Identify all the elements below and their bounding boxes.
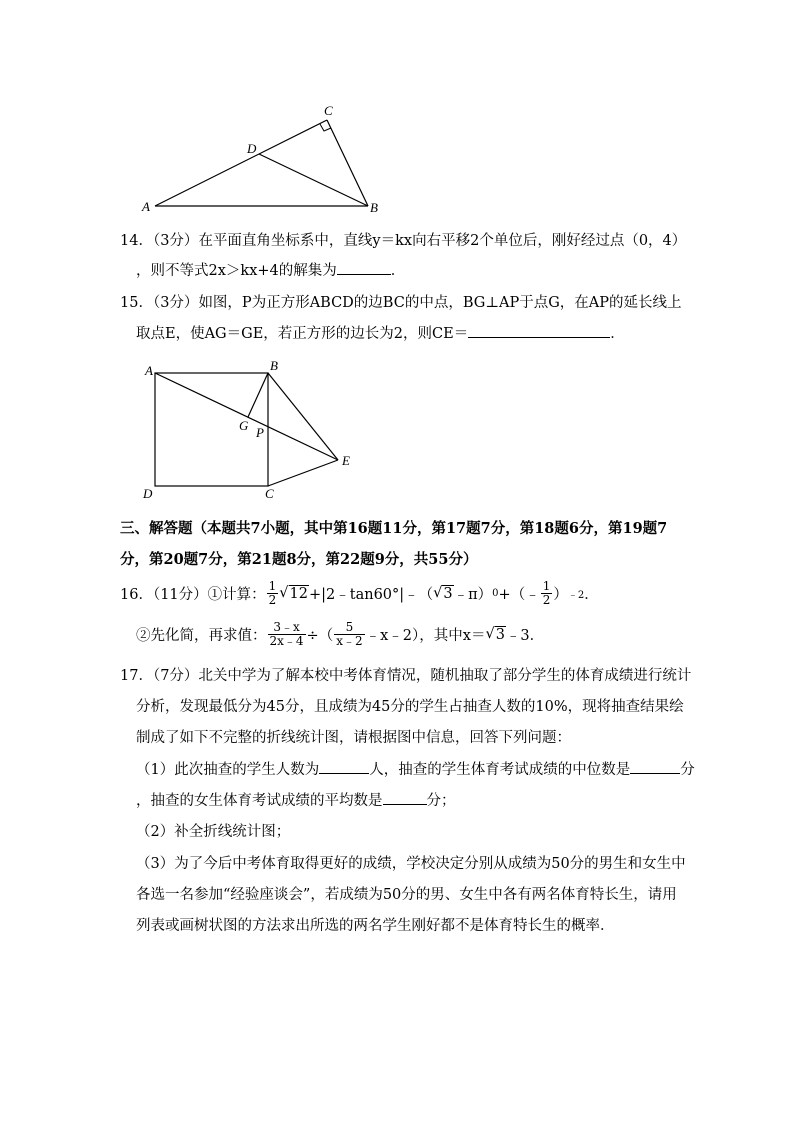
fraction-5-over-x2 xyxy=(334,621,364,648)
exponent-neg2: ﹣2 xyxy=(567,589,585,601)
q17-blank-count[interactable] xyxy=(319,759,369,774)
frac-num: 5 xyxy=(334,621,364,635)
q15-end: ． xyxy=(610,326,625,342)
q17-sub3-line3: 列表或画树状图的方法求出所选的两名学生刚好都不是体育特长生的概率． xyxy=(136,918,615,934)
q16-expr-mid2: ﹣π） xyxy=(453,586,493,603)
q16-part2 xyxy=(136,620,544,648)
sqrt-3b: 3 xyxy=(495,626,505,643)
q17-number: 17．（7分） xyxy=(120,668,199,684)
q16-end1: ． xyxy=(584,586,599,603)
q17-text-1: 北关中学为了解本校中考体育情况，随机抽取了部分学生的体育成绩进行统计 xyxy=(198,668,692,684)
q14-number: 14．（3分） xyxy=(120,233,199,249)
label-p: P xyxy=(256,425,264,440)
exponent-0: 0 xyxy=(492,587,499,599)
frac-num: 1 xyxy=(268,578,277,593)
fraction-half-2 xyxy=(541,580,553,607)
q17-line3: 制成了如下不完整的折线统计图，请根据图中信息，回答下列问题： xyxy=(136,730,571,746)
label-e: E xyxy=(342,453,350,468)
segment-ce xyxy=(268,460,338,486)
label-d: D xyxy=(247,141,257,156)
frac-num: 3﹣x xyxy=(268,621,306,635)
square-abcd xyxy=(155,373,268,486)
label-c: C xyxy=(265,486,274,501)
frac-den: 2 xyxy=(542,592,551,607)
q15-number: 15．（3分） xyxy=(120,295,199,311)
q17-blank-median[interactable] xyxy=(630,759,680,774)
section3-heading-line2: 分，第20题7分，第21题8分，第22题9分，共55分） xyxy=(120,551,478,568)
q17-line2: 分析，发现最低分为45分，且成绩为45分的学生占抽查人数的10%，现将抽查结果绘 xyxy=(136,699,684,715)
label-g: G xyxy=(239,418,249,433)
q16-end2: ﹣3． xyxy=(505,627,545,644)
label-a: A xyxy=(145,363,153,378)
label-b: B xyxy=(270,358,278,373)
q16-expr-mid1: +|2﹣tan60°|﹣（ xyxy=(309,586,434,603)
q17-s1a: （1）此次抽查的学生人数为 xyxy=(136,762,320,778)
q15-text-2: 取点E，使AG＝GE，若正方形的边长为2，则CE＝ xyxy=(136,326,469,342)
section3-heading-line1: 三、解答题（本题共7小题，其中第16题11分，第17题7分，第18题6分，第19题7 xyxy=(120,520,668,537)
sqrt-sign: √ xyxy=(485,626,495,642)
frac-den: 2 xyxy=(268,592,277,607)
label-c: C xyxy=(324,103,333,118)
q14-text-2: ，则不等式2x＞kx+4的解集为 xyxy=(136,263,337,279)
segment-bg xyxy=(248,373,268,417)
label-b: B xyxy=(370,200,378,215)
q17-s1d: ，抽查的女生体育考试成绩的平均数是 xyxy=(136,793,383,809)
label-d: D xyxy=(143,486,153,501)
q14-text-1: 在平面直角坐标系中，直线y＝kx向右平移2个单位后，刚好经过点（0，4） xyxy=(198,233,687,249)
q17-blank-mean[interactable] xyxy=(383,790,427,805)
q17-sub3-line1: （3）为了今后中考体育取得更好的成绩，学校决定分别从成绩为50分的男生和女生中 xyxy=(136,856,686,872)
q16-expr-mid4: ） xyxy=(553,586,568,603)
q17-sub2: （2）补全折线统计图； xyxy=(136,824,291,840)
sqrt-sign: √ xyxy=(433,585,443,601)
segment-ae xyxy=(155,373,338,460)
frac-den: x﹣2 xyxy=(336,633,363,648)
q16-part1 xyxy=(120,580,599,606)
q17-s1b: 人，抽查的学生体育考试成绩的中位数是 xyxy=(369,762,631,778)
q16-tail: ﹣x﹣2），其中x＝ xyxy=(365,627,486,644)
fraction-3x-over-2x4 xyxy=(268,621,306,648)
q17-sub3-line2: 各选一名参加“经验座谈会”，若成绩为50分的男、女生中各有两名体育特长生，请用 xyxy=(136,887,677,903)
label-a: A xyxy=(142,199,150,214)
q16-part1-label: ①计算： xyxy=(207,586,266,603)
q14-end: ． xyxy=(390,263,406,279)
segment-be xyxy=(268,373,338,460)
sqrt-12: 12 xyxy=(289,585,308,602)
q17-line1 xyxy=(120,664,691,685)
q16-part2-label: ②先化简，再求值： xyxy=(136,627,267,644)
q15-text-1: 如图，P为正方形ABCD的边BC的中点，BG⊥AP于点G，在AP的延长线上 xyxy=(198,295,682,311)
q17-sub1-line2 xyxy=(136,789,456,810)
q16-divide: ÷（ xyxy=(306,627,334,644)
sqrt-sign: √ xyxy=(279,585,289,601)
q17-sub1-line1 xyxy=(136,758,695,779)
q17-s1c: 分 xyxy=(680,762,695,778)
q16-number: 16．（11分） xyxy=(120,586,208,603)
q17-s1e: 分； xyxy=(426,793,456,809)
frac-num: 1 xyxy=(542,578,551,593)
q16-expr-mid3: +（﹣ xyxy=(498,586,540,603)
frac-den: 2x﹣4 xyxy=(269,633,304,648)
sqrt-3: 3 xyxy=(443,585,453,602)
fraction-half xyxy=(267,580,279,607)
